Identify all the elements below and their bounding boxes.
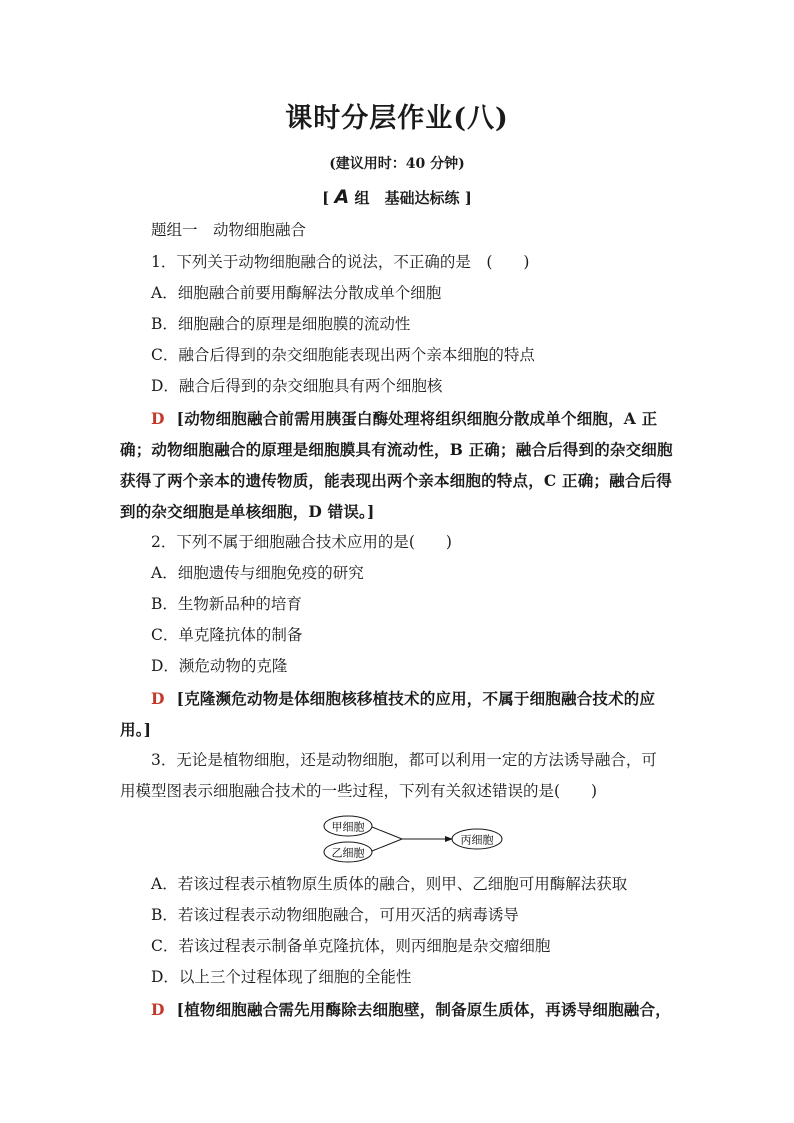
connector-upper — [372, 827, 402, 839]
q2-option-d: D．濒危动物的克隆 — [151, 657, 288, 675]
cell-a-label: 甲细胞 — [331, 820, 365, 834]
section-heading: 题组一 动物细胞融合 — [151, 221, 307, 239]
q3-explain-1: [植物细胞融合需先用酶除去细胞壁，制备原生质体，再诱导细胞融合， — [176, 1000, 671, 1019]
group-label: 组 基础达标练 — [354, 189, 460, 207]
connector-lower — [372, 839, 402, 851]
q1-option-b: B．细胞融合的原理是细胞膜的流动性 — [151, 315, 411, 333]
q2-explain-2: 用。] — [120, 720, 152, 739]
q1-answer-key: D — [151, 409, 165, 428]
q1-option-a: A．细胞融合前要用酶解法分散成单个细胞 — [151, 284, 442, 302]
q3-stem-1: 3．无论是植物细胞，还是动物细胞，都可以利用一定的方法诱导融合，可 — [151, 751, 657, 769]
q3-option-c: C．若该过程表示制备单克隆抗体，则丙细胞是杂交瘤细胞 — [151, 937, 551, 955]
q3-option-d: D．以上三个过程体现了细胞的全能性 — [151, 968, 412, 986]
q3-option-b: B．若该过程表示动物细胞融合，可用灭活的病毒诱导 — [151, 906, 519, 924]
cell-fusion-diagram — [318, 815, 508, 865]
q2-option-a: A．细胞遗传与细胞免疫的研究 — [151, 564, 364, 582]
q3-answer-key: D — [151, 1000, 165, 1019]
cell-b-label: 乙细胞 — [331, 846, 365, 860]
group-letter: A — [334, 186, 350, 208]
q1-explain-2: 确；动物细胞融合的原理是细胞膜具有流动性，B 正确；融合后得到的杂交细胞 — [120, 440, 673, 459]
q2-option-c: C．单克隆抗体的制备 — [151, 626, 303, 644]
group-bracket-close: ] — [464, 189, 472, 207]
q1-explain-4: 到的杂交细胞是单核细胞，D 错误。] — [120, 502, 375, 521]
page-title: 课时分层作业(八) — [285, 103, 509, 134]
q1-explain-3: 获得了两个亲本的遗传物质，能表现出两个亲本细胞的特点，C 正确；融合后得 — [120, 471, 672, 490]
group-bracket-open: [ — [322, 189, 330, 207]
q2-stem: 2．下列不属于细胞融合技术应用的是( ) — [151, 533, 452, 551]
q1-option-d: D．融合后得到的杂交细胞具有两个细胞核 — [151, 377, 443, 395]
cell-c-label: 丙细胞 — [460, 833, 494, 847]
q3-stem-2: 用模型图表示细胞融合技术的一些过程，下列有关叙述错误的是( ) — [120, 782, 598, 800]
q2-option-b: B．生物新品种的培育 — [151, 595, 302, 613]
q1-option-c: C．融合后得到的杂交细胞能表现出两个亲本细胞的特点 — [151, 346, 535, 364]
q3-answer-line-1 — [151, 994, 680, 1025]
q2-answer-key: D — [151, 689, 165, 708]
q1-stem: 1．下列关于动物细胞融合的说法，不正确的是 ( ) — [151, 253, 530, 271]
q3-option-a: A．若该过程表示植物原生质体的融合，则甲、乙细胞可用酶解法获取 — [151, 875, 628, 893]
suggested-time: (建议用时：40 分钟) — [329, 156, 465, 172]
group-heading — [0, 186, 794, 208]
q2-answer-line-1 — [151, 683, 680, 714]
q1-answer-line-1 — [151, 403, 680, 434]
q1-explain-1: [动物细胞融合前需用胰蛋白酶处理将组织细胞分散成单个细胞，A 正 — [176, 409, 658, 428]
q2-explain-1: [克隆濒危动物是体细胞核移植技术的应用，不属于细胞融合技术的应 — [176, 689, 656, 708]
